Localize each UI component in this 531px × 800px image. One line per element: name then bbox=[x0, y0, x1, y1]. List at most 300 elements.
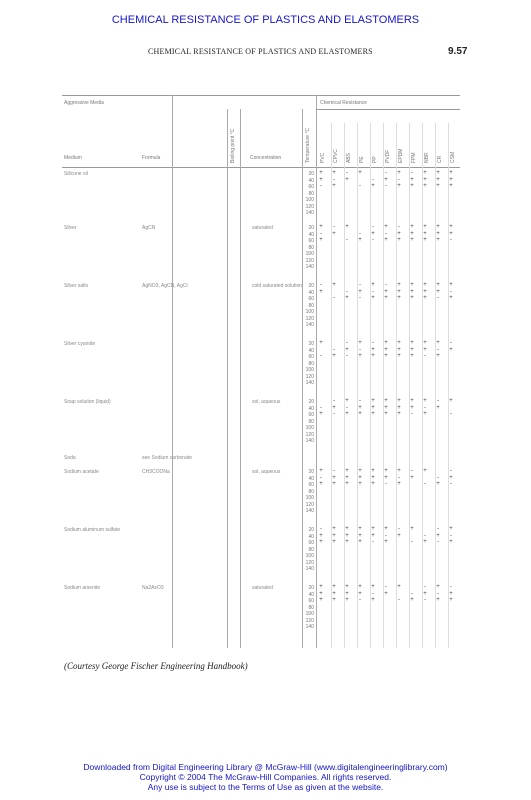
resistance-mark: - bbox=[333, 398, 335, 404]
table-top-rule bbox=[62, 95, 460, 96]
resistance-mark: + bbox=[371, 346, 375, 353]
row-temperature: 120 bbox=[305, 617, 314, 624]
resistance-mark: - bbox=[333, 411, 335, 417]
resistance-mark: + bbox=[423, 411, 427, 417]
row-temperature: 20 bbox=[308, 585, 314, 591]
resistance-mark: + bbox=[397, 411, 401, 417]
resistance-mark: + bbox=[449, 282, 453, 288]
resistance-mark: + bbox=[423, 340, 427, 346]
row-formula: AgNO3, AgCN, AgCl bbox=[142, 283, 188, 289]
resistance-mark: - bbox=[450, 237, 452, 243]
resistance-mark: - bbox=[320, 474, 322, 481]
row-medium: Sodium aluminum sulfate bbox=[64, 527, 121, 533]
resistance-mark: + bbox=[384, 526, 388, 532]
running-head: CHEMICAL RESISTANCE OF PLASTICS AND ELASTOMERS bbox=[148, 47, 373, 56]
resistance-mark: + bbox=[358, 353, 362, 359]
resistance-mark: - bbox=[385, 282, 387, 288]
resistance-mark: + bbox=[410, 353, 414, 359]
resistance-mark: - bbox=[398, 176, 400, 183]
resistance-mark: - bbox=[450, 481, 452, 487]
download-footer bbox=[0, 762, 531, 792]
resistance-mark: + bbox=[319, 340, 323, 346]
material-header: PVC bbox=[320, 152, 326, 163]
resistance-mark: + bbox=[384, 353, 388, 359]
document-banner: CHEMICAL RESISTANCE OF PLASTICS AND ELASTOMERS bbox=[111, 14, 420, 26]
resistance-mark: - bbox=[385, 230, 387, 237]
resistance-mark: + bbox=[384, 590, 388, 597]
resistance-mark: - bbox=[411, 411, 413, 417]
row-medium: Soda bbox=[64, 455, 76, 461]
row-temperature: 80 bbox=[308, 488, 314, 495]
resistance-mark: - bbox=[385, 183, 387, 189]
row-temperature: 40 bbox=[308, 475, 314, 482]
row-temperature: 100 bbox=[305, 425, 314, 431]
col-header-formula: Formula bbox=[142, 155, 161, 161]
resistance-mark: - bbox=[320, 404, 322, 411]
resistance-mark: + bbox=[436, 170, 440, 176]
resistance-mark: + bbox=[319, 411, 323, 417]
resistance-group-rule bbox=[316, 109, 460, 110]
resistance-mark: + bbox=[358, 526, 362, 532]
resistance-mark: - bbox=[437, 590, 439, 597]
row-temperature: 120 bbox=[305, 559, 314, 566]
row-temperature: 140 bbox=[305, 624, 314, 630]
resistance-mark: + bbox=[371, 353, 375, 359]
resistance-mark: + bbox=[397, 183, 401, 189]
row-temperature: 40 bbox=[308, 533, 314, 540]
resistance-mark: + bbox=[332, 597, 336, 603]
resistance-mark: + bbox=[319, 176, 323, 183]
resistance-mark: + bbox=[423, 398, 427, 404]
row-temperature: 80 bbox=[308, 360, 314, 367]
row-temperature: 120 bbox=[305, 203, 314, 210]
row-temperature: 120 bbox=[305, 431, 314, 438]
resistance-mark: - bbox=[359, 282, 361, 288]
resistance-mark: + bbox=[410, 474, 414, 481]
resistance-mark: + bbox=[397, 481, 401, 487]
resistance-mark: - bbox=[372, 176, 374, 183]
group-header-aggressive: Aggressive Media bbox=[64, 100, 104, 106]
resistance-mark: + bbox=[436, 597, 440, 603]
resistance-mark: - bbox=[450, 584, 452, 590]
material-col-divider bbox=[370, 123, 371, 648]
resistance-mark: + bbox=[371, 468, 375, 474]
row-medium: Silicone oil bbox=[64, 171, 88, 177]
resistance-mark: + bbox=[397, 584, 401, 590]
resistance-mark: - bbox=[398, 526, 400, 532]
resistance-mark: + bbox=[423, 295, 427, 301]
resistance-mark: - bbox=[437, 295, 439, 301]
resistance-mark: + bbox=[384, 340, 388, 346]
resistance-mark: + bbox=[319, 584, 323, 590]
row-concentration: sol, aqueous bbox=[252, 399, 281, 405]
footer-line-2: Copyright © 2004 The McGraw-Hill Companies. All rights reserved. bbox=[139, 772, 392, 782]
resistance-mark: - bbox=[450, 532, 452, 539]
resistance-mark: + bbox=[449, 398, 453, 404]
resistance-mark: + bbox=[423, 468, 427, 474]
resistance-mark: + bbox=[397, 468, 401, 474]
row-medium: Soap solution (liquid) bbox=[64, 399, 111, 405]
material-header: CPVC bbox=[333, 149, 339, 163]
resistance-mark: + bbox=[449, 474, 453, 481]
resistance-mark: + bbox=[358, 237, 362, 243]
resistance-mark: + bbox=[371, 526, 375, 532]
resistance-mark: + bbox=[410, 176, 414, 183]
resistance-mark: + bbox=[345, 224, 349, 230]
resistance-mark: - bbox=[346, 237, 348, 243]
resistance-mark: + bbox=[358, 340, 362, 346]
material-col-divider bbox=[396, 123, 397, 648]
resistance-mark: + bbox=[397, 404, 401, 411]
material-col-divider bbox=[448, 123, 449, 648]
material-col-divider bbox=[383, 123, 384, 648]
resistance-mark: + bbox=[449, 590, 453, 597]
row-concentration: saturated bbox=[252, 585, 273, 591]
row-temperature: 80 bbox=[308, 190, 314, 197]
resistance-mark: + bbox=[332, 584, 336, 590]
row-temperature: 120 bbox=[305, 501, 314, 508]
resistance-mark: + bbox=[371, 295, 375, 301]
resistance-mark: - bbox=[385, 584, 387, 590]
resistance-mark: + bbox=[345, 346, 349, 353]
resistance-mark: + bbox=[384, 404, 388, 411]
resistance-mark: + bbox=[423, 282, 427, 288]
row-temperature: 60 bbox=[308, 354, 314, 360]
resistance-mark: + bbox=[358, 468, 362, 474]
resistance-mark: + bbox=[332, 282, 336, 288]
resistance-mark: - bbox=[346, 404, 348, 411]
row-concentration: sol, aqueous bbox=[252, 469, 281, 475]
resistance-mark: + bbox=[436, 288, 440, 295]
resistance-mark: + bbox=[371, 597, 375, 603]
resistance-mark: + bbox=[345, 176, 349, 183]
resistance-mark: + bbox=[449, 526, 453, 532]
resistance-mark: - bbox=[346, 353, 348, 359]
resistance-mark: + bbox=[397, 295, 401, 301]
resistance-mark: + bbox=[397, 170, 401, 176]
col-header-medium: Medium bbox=[64, 155, 82, 161]
row-temperature: 120 bbox=[305, 373, 314, 380]
row-temperature: 100 bbox=[305, 495, 314, 501]
resistance-mark: + bbox=[423, 176, 427, 183]
resistance-mark: - bbox=[450, 468, 452, 474]
material-col-divider bbox=[344, 123, 345, 648]
material-col-divider bbox=[357, 123, 358, 648]
resistance-mark: + bbox=[410, 282, 414, 288]
resistance-mark: + bbox=[410, 295, 414, 301]
resistance-mark: + bbox=[436, 340, 440, 346]
resistance-mark: + bbox=[449, 346, 453, 353]
resistance-mark: + bbox=[371, 532, 375, 539]
resistance-mark: + bbox=[410, 398, 414, 404]
resistance-mark: + bbox=[384, 474, 388, 481]
row-temperature: 100 bbox=[305, 197, 314, 203]
resistance-mark: - bbox=[372, 224, 374, 230]
resistance-mark: - bbox=[320, 353, 322, 359]
resistance-mark: + bbox=[410, 346, 414, 353]
resistance-mark: - bbox=[437, 539, 439, 545]
resistance-mark: - bbox=[346, 340, 348, 346]
resistance-mark: - bbox=[320, 183, 322, 189]
resistance-mark: + bbox=[319, 481, 323, 487]
resistance-mark: - bbox=[359, 295, 361, 301]
col-divider-resistance bbox=[316, 95, 317, 648]
resistance-mark: + bbox=[345, 584, 349, 590]
resistance-mark: - bbox=[333, 346, 335, 353]
material-header: FPM bbox=[411, 152, 417, 163]
resistance-mark: - bbox=[398, 224, 400, 230]
chemical-resistance-table bbox=[62, 95, 460, 648]
resistance-mark: + bbox=[423, 230, 427, 237]
row-temperature: 60 bbox=[308, 238, 314, 244]
resistance-mark: - bbox=[437, 398, 439, 404]
resistance-mark: - bbox=[346, 288, 348, 295]
row-formula: CH3COONa bbox=[142, 469, 170, 475]
row-medium: Sodium acetate bbox=[64, 469, 99, 475]
resistance-mark: - bbox=[424, 353, 426, 359]
resistance-mark: + bbox=[332, 474, 336, 481]
resistance-mark: - bbox=[333, 295, 335, 301]
resistance-mark: - bbox=[437, 346, 439, 353]
material-col-divider bbox=[409, 123, 410, 648]
row-temperature: 100 bbox=[305, 553, 314, 559]
resistance-mark: + bbox=[449, 224, 453, 230]
resistance-mark: + bbox=[410, 237, 414, 243]
resistance-mark: + bbox=[384, 237, 388, 243]
row-temperature: 40 bbox=[308, 405, 314, 412]
resistance-mark: + bbox=[397, 237, 401, 243]
resistance-mark: + bbox=[332, 353, 336, 359]
resistance-mark: - bbox=[372, 288, 374, 295]
resistance-mark: + bbox=[423, 224, 427, 230]
resistance-mark: + bbox=[384, 539, 388, 545]
resistance-mark: + bbox=[358, 288, 362, 295]
resistance-mark: + bbox=[410, 230, 414, 237]
resistance-mark: + bbox=[436, 282, 440, 288]
resistance-mark: - bbox=[411, 170, 413, 176]
resistance-mark: - bbox=[450, 288, 452, 295]
resistance-mark: - bbox=[320, 526, 322, 532]
resistance-mark: + bbox=[358, 474, 362, 481]
row-temperature: 80 bbox=[308, 546, 314, 553]
resistance-mark: + bbox=[332, 590, 336, 597]
material-header: NBR bbox=[424, 152, 430, 163]
resistance-mark: + bbox=[384, 468, 388, 474]
row-temperature: 40 bbox=[308, 177, 314, 184]
resistance-mark: + bbox=[449, 230, 453, 237]
resistance-mark: + bbox=[449, 170, 453, 176]
resistance-mark: + bbox=[397, 340, 401, 346]
resistance-mark: - bbox=[333, 176, 335, 183]
resistance-mark: - bbox=[424, 481, 426, 487]
resistance-mark: - bbox=[320, 282, 322, 288]
resistance-mark: + bbox=[371, 584, 375, 590]
resistance-mark: + bbox=[423, 288, 427, 295]
col-header-temperature: Temperature °C bbox=[305, 127, 311, 163]
material-header: CR bbox=[437, 155, 443, 163]
row-temperature: 80 bbox=[308, 302, 314, 309]
resistance-mark: - bbox=[359, 346, 361, 353]
resistance-mark: - bbox=[320, 230, 322, 237]
resistance-mark: + bbox=[397, 398, 401, 404]
row-temperature: 140 bbox=[305, 380, 314, 386]
resistance-mark: + bbox=[436, 532, 440, 539]
resistance-mark: + bbox=[345, 532, 349, 539]
row-temperature: 40 bbox=[308, 289, 314, 296]
resistance-mark: + bbox=[332, 481, 336, 487]
material-header: PVDF bbox=[385, 149, 391, 163]
resistance-mark: - bbox=[398, 597, 400, 603]
resistance-mark: + bbox=[410, 288, 414, 295]
resistance-mark: + bbox=[332, 539, 336, 545]
resistance-mark: - bbox=[398, 474, 400, 481]
resistance-mark: + bbox=[358, 404, 362, 411]
col-header-concentration: Concentration bbox=[250, 155, 282, 161]
resistance-mark: + bbox=[410, 526, 414, 532]
resistance-mark: + bbox=[436, 224, 440, 230]
resistance-mark: - bbox=[385, 481, 387, 487]
resistance-mark: + bbox=[371, 230, 375, 237]
resistance-mark: + bbox=[358, 170, 362, 176]
resistance-mark: + bbox=[423, 590, 427, 597]
material-col-divider bbox=[331, 123, 332, 648]
resistance-mark: + bbox=[371, 398, 375, 404]
resistance-mark: - bbox=[385, 532, 387, 539]
resistance-mark: + bbox=[319, 170, 323, 176]
resistance-mark: + bbox=[397, 230, 401, 237]
resistance-mark: + bbox=[358, 411, 362, 417]
resistance-mark: - bbox=[359, 597, 361, 603]
resistance-mark: + bbox=[345, 468, 349, 474]
resistance-mark: + bbox=[319, 468, 323, 474]
resistance-mark: - bbox=[424, 532, 426, 539]
resistance-mark: + bbox=[345, 398, 349, 404]
col-divider-boiling bbox=[227, 109, 228, 648]
resistance-mark: + bbox=[371, 404, 375, 411]
resistance-mark: + bbox=[397, 288, 401, 295]
resistance-mark: - bbox=[411, 539, 413, 545]
row-temperature: 60 bbox=[308, 482, 314, 488]
resistance-mark: + bbox=[423, 237, 427, 243]
row-formula: Na2AsO3 bbox=[142, 585, 164, 591]
resistance-mark: + bbox=[436, 404, 440, 411]
resistance-mark: - bbox=[359, 398, 361, 404]
resistance-mark: + bbox=[449, 597, 453, 603]
resistance-mark: + bbox=[345, 411, 349, 417]
resistance-mark: + bbox=[449, 176, 453, 183]
resistance-mark: + bbox=[436, 237, 440, 243]
row-temperature: 20 bbox=[308, 283, 314, 289]
row-formula: AgCN bbox=[142, 225, 156, 231]
row-temperature: 100 bbox=[305, 309, 314, 315]
resistance-mark: - bbox=[333, 468, 335, 474]
resistance-mark: + bbox=[423, 170, 427, 176]
resistance-mark: + bbox=[332, 170, 336, 176]
resistance-mark: - bbox=[372, 539, 374, 545]
resistance-mark: + bbox=[436, 230, 440, 237]
resistance-mark: + bbox=[397, 346, 401, 353]
resistance-mark: + bbox=[345, 590, 349, 597]
row-temperature: 80 bbox=[308, 604, 314, 611]
resistance-mark: - bbox=[450, 411, 452, 417]
resistance-mark: + bbox=[410, 404, 414, 411]
resistance-mark: + bbox=[345, 597, 349, 603]
resistance-mark: + bbox=[449, 295, 453, 301]
row-temperature: 140 bbox=[305, 264, 314, 270]
resistance-mark: + bbox=[345, 474, 349, 481]
col-header-boiling-point: Boiling point °C bbox=[230, 128, 236, 163]
resistance-mark: + bbox=[397, 353, 401, 359]
row-concentration: saturated bbox=[252, 225, 273, 231]
resistance-mark: - bbox=[385, 170, 387, 176]
material-header: ABS bbox=[346, 152, 352, 163]
material-col-divider bbox=[422, 123, 423, 648]
resistance-mark: + bbox=[371, 282, 375, 288]
resistance-mark: + bbox=[397, 532, 401, 539]
row-temperature: 60 bbox=[308, 296, 314, 302]
resistance-mark: + bbox=[358, 590, 362, 597]
resistance-mark: + bbox=[345, 295, 349, 301]
row-medium: Silver cyanide bbox=[64, 341, 96, 347]
resistance-mark: - bbox=[424, 597, 426, 603]
resistance-mark: + bbox=[397, 282, 401, 288]
resistance-mark: + bbox=[384, 295, 388, 301]
row-temperature: 60 bbox=[308, 598, 314, 604]
resistance-mark: + bbox=[384, 411, 388, 417]
row-temperature: 40 bbox=[308, 347, 314, 354]
resistance-mark: + bbox=[423, 183, 427, 189]
resistance-mark: + bbox=[345, 539, 349, 545]
col-divider-formula bbox=[172, 95, 173, 648]
row-temperature: 140 bbox=[305, 210, 314, 216]
row-temperature: 100 bbox=[305, 611, 314, 617]
resistance-mark: + bbox=[384, 346, 388, 353]
resistance-mark: - bbox=[359, 230, 361, 237]
resistance-mark: - bbox=[450, 340, 452, 346]
row-temperature: 40 bbox=[308, 231, 314, 238]
row-temperature: 120 bbox=[305, 257, 314, 264]
resistance-mark: - bbox=[437, 474, 439, 481]
resistance-mark: + bbox=[332, 404, 336, 411]
resistance-mark: - bbox=[411, 590, 413, 597]
resistance-mark: - bbox=[346, 170, 348, 176]
resistance-mark: + bbox=[332, 526, 336, 532]
resistance-mark: + bbox=[449, 183, 453, 189]
group-header-resistance: Chemical Resistance bbox=[320, 100, 367, 106]
material-header: PP bbox=[372, 156, 378, 163]
row-medium: Silver bbox=[64, 225, 77, 231]
resistance-mark: + bbox=[371, 183, 375, 189]
col-divider-concentration bbox=[240, 109, 241, 648]
resistance-mark: + bbox=[384, 176, 388, 183]
material-header: EPDM bbox=[398, 148, 404, 163]
resistance-mark: + bbox=[384, 398, 388, 404]
resistance-mark: + bbox=[358, 539, 362, 545]
resistance-mark: + bbox=[436, 584, 440, 590]
resistance-mark: + bbox=[371, 411, 375, 417]
resistance-mark: + bbox=[384, 224, 388, 230]
resistance-mark: - bbox=[437, 526, 439, 532]
row-temperature: 80 bbox=[308, 418, 314, 425]
material-header: CSM bbox=[450, 151, 456, 163]
resistance-mark: + bbox=[332, 230, 336, 237]
row-temperature: 20 bbox=[308, 225, 314, 231]
footer-line-3: Any use is subject to the Terms of Use as given at the website. bbox=[147, 782, 384, 792]
resistance-mark: - bbox=[424, 404, 426, 411]
resistance-mark: + bbox=[449, 539, 453, 545]
resistance-mark: + bbox=[358, 584, 362, 590]
row-temperature: 20 bbox=[308, 171, 314, 177]
